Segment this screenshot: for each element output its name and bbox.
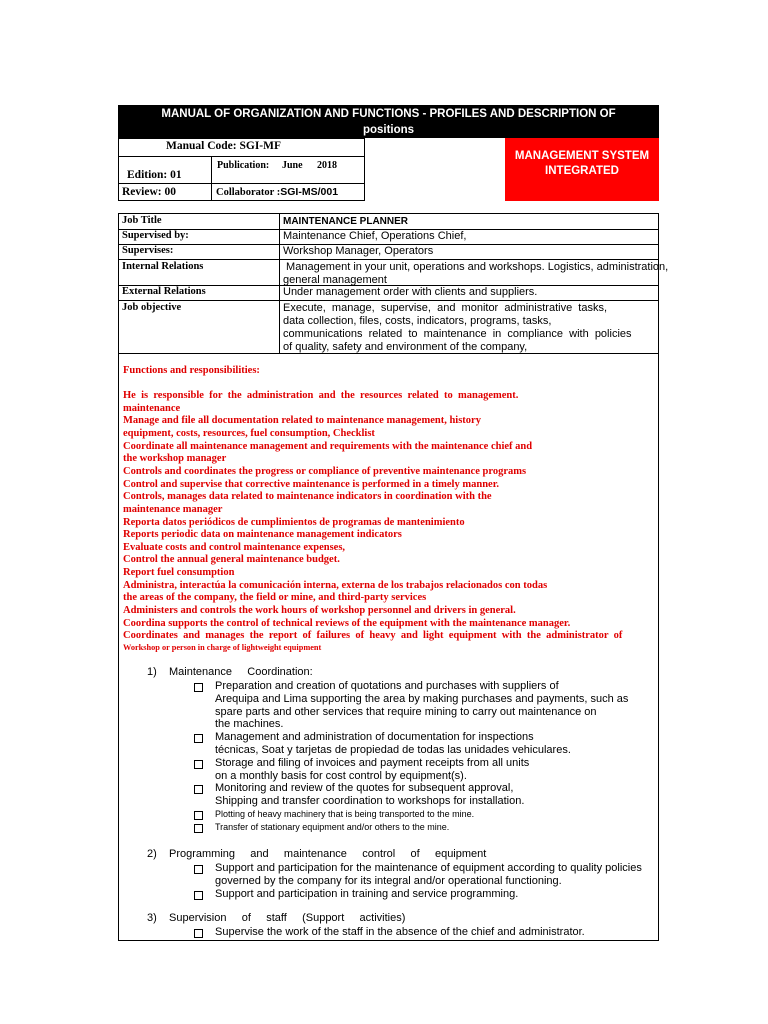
function-line: Administers and controls the work hours of workshop personnel and drivers in general.	[123, 605, 516, 617]
collaborator	[216, 186, 338, 198]
job-objective-line-1: Execute, manage, supervise, and monitor administrative tasks,	[283, 302, 608, 314]
section-title: Programming and maintenance control of equipment	[169, 848, 487, 860]
function-line: Administra, interactúa la comunicación interna, externa de los trabajos relacionados con todas	[123, 579, 548, 591]
bullet-text: governed by the company for its integral and/or operational functioning.	[215, 874, 562, 887]
function-line: He is responsible for the administration and the resources related to management.	[123, 390, 519, 401]
bullet-text: Shipping and transfer coordination to workshops for installation.	[215, 795, 525, 808]
function-line: Report fuel consumption	[123, 567, 235, 579]
function-line: Reports periodic data on maintenance management indicators	[123, 529, 402, 541]
checkbox-bullet-icon	[194, 760, 203, 769]
job-objective-line-2: data collection, files, costs, indicators, programs, tasks,	[283, 315, 552, 327]
supervises-label: Supervises:	[122, 245, 174, 256]
checkbox-bullet-icon	[194, 929, 203, 938]
function-line: Manage and file all documentation related to maintenance management, history	[123, 415, 481, 427]
function-line: Coordinate all maintenance management and requirements with the maintenance chief and	[123, 440, 533, 452]
functions-heading: Functions and responsibilities:	[123, 365, 260, 376]
internal-relations-value-1: Management in your unit, operations and workshops. Logistics, administration,	[283, 261, 669, 273]
checkbox-bullet-icon	[194, 824, 203, 833]
function-line: Workshop or person in charge of lightweight equipment	[123, 643, 322, 652]
manual-code: Manual Code: SGI-MF	[166, 140, 281, 152]
function-line: Control and supervise that corrective maintenance is performed in a timely manner.	[123, 478, 500, 490]
bullet-text: técnicas, Soat y tarjetas de propiedad de todas las unidades vehiculares.	[215, 744, 571, 756]
section-number: 1)	[147, 666, 157, 678]
checkbox-bullet-icon	[194, 683, 203, 692]
function-line: Coordinates and manages the report of failures of heavy and light equipment with the administrator of	[123, 630, 623, 642]
bullet-text: Management and administration of documentation for inspections	[215, 731, 534, 744]
function-line: Controls and coordinates the progress or compliance of preventive maintenance programs	[123, 465, 527, 477]
bullet-text: Support and participation in training and service programming.	[215, 887, 519, 900]
section-number: 2)	[147, 848, 157, 860]
function-line: Control the annual general maintenance budget.	[123, 554, 340, 566]
edition: Edition: 01	[127, 169, 182, 181]
publication-year: 2018	[317, 160, 337, 171]
function-line: the areas of the company, the field or mine, and third-party services	[123, 592, 427, 604]
checkbox-bullet-icon	[194, 734, 203, 743]
bullet-text: Supervise the work of the staff in the absence of the chief and administrator.	[215, 926, 585, 938]
function-line: Coordina supports the control of technical reviews of the equipment with the maintenance manager.	[123, 617, 571, 629]
function-line: equipment, costs, resources, fuel consumption, Checklist	[123, 427, 375, 439]
bullet-text: Monitoring and review of the quotes for subsequent approval,	[215, 782, 514, 795]
checkbox-bullet-icon	[194, 891, 203, 900]
section-title: Maintenance Coordination:	[169, 666, 313, 678]
bullet-text: Transfer of stationary equipment and/or others to the mine.	[215, 822, 450, 832]
job-objective-label: Job objective	[122, 302, 182, 313]
bullet-text: Storage and filing of invoices and payment receipts from all units	[215, 756, 530, 769]
title-line-1: MANUAL OF ORGANIZATION AND FUNCTIONS - PROFILES AND DESCRIPTION OF	[161, 108, 616, 120]
bullet-text: spare parts and other services that require mining to carry out maintenance on	[215, 705, 597, 718]
supervises-value: Workshop Manager, Operators	[283, 245, 434, 257]
publication-label: Publication:	[217, 160, 270, 171]
mgmt-line-1: MANAGEMENT SYSTEM	[514, 150, 650, 162]
function-line: Reporta datos periódicos de cumplimientos de programas de mantenimiento	[123, 516, 465, 528]
job-objective-line-3: communications related to maintenance in compliance with policies	[283, 328, 632, 340]
supervised-by-label: Supervised by:	[122, 230, 189, 241]
header-info-grid	[118, 138, 365, 201]
job-title-value: MAINTENANCE PLANNER	[283, 216, 408, 227]
internal-relations-value-2: general management	[283, 274, 387, 286]
checkbox-bullet-icon	[194, 811, 203, 820]
function-line: Evaluate costs and control maintenance expenses,	[123, 541, 346, 553]
mgmt-line-2: INTEGRATED	[545, 165, 619, 177]
checkbox-bullet-icon	[194, 785, 203, 794]
function-line: the workshop manager	[123, 453, 227, 465]
external-relations-label: External Relations	[122, 286, 206, 297]
function-line: Controls, manages data related to maintenance indicators in coordination with the	[123, 491, 492, 503]
review: Review: 00	[122, 186, 176, 198]
document-title	[118, 105, 659, 138]
bullet-text: on a monthly basis for cost control by equipment(s).	[215, 769, 467, 782]
job-title-label: Job Title	[122, 215, 162, 226]
external-relations-value: Under management order with clients and suppliers.	[283, 286, 538, 298]
internal-relations-label: Internal Relations	[122, 261, 204, 272]
bullet-text: Plotting of heavy machinery that is being transported to the mine.	[215, 809, 475, 819]
management-system-badge	[505, 138, 659, 201]
bullet-text: Support and participation for the maintenance of equipment according to quality policies	[215, 862, 642, 874]
section-title: Supervision of staff (Support activities)	[169, 912, 406, 924]
job-info-table	[118, 213, 669, 354]
bullet-text: the machines.	[215, 718, 284, 731]
collaborator-value: SGI-MS/001	[280, 186, 339, 198]
publication-month: June	[282, 160, 303, 171]
function-line: maintenance manager	[123, 503, 223, 515]
section-number: 3)	[147, 912, 157, 924]
title-line-2: positions	[362, 124, 415, 136]
collaborator-label: Collaborator :	[216, 187, 281, 198]
bullet-text: Arequipa and Lima supporting the area by making purchases and payments, such as	[215, 692, 629, 705]
functions-section	[118, 354, 659, 941]
checkbox-bullet-icon	[194, 865, 203, 874]
job-objective-line-4: of quality, safety and environment of the company,	[283, 341, 528, 353]
supervised-by-value: Maintenance Chief, Operations Chief,	[283, 230, 467, 242]
function-line: maintenance	[123, 402, 181, 414]
bullet-text: Preparation and creation of quotations and purchases with suppliers of	[215, 680, 559, 692]
